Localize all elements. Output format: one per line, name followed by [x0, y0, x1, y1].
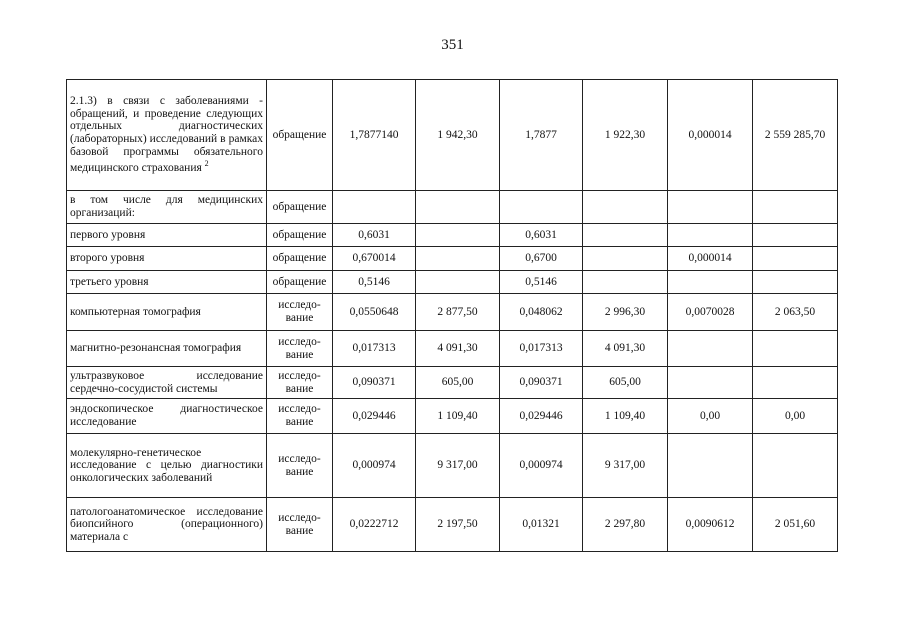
value-cell: 2 051,60 — [753, 498, 838, 552]
value-cell: 0,0222712 — [333, 498, 416, 552]
value-cell: 9 317,00 — [416, 434, 500, 498]
row-name-cell — [67, 80, 267, 191]
value-cell — [500, 191, 583, 224]
table-row — [67, 399, 838, 434]
value-cell: 2 877,50 — [416, 294, 500, 331]
value-cell: 0,000014 — [668, 247, 753, 271]
value-cell — [753, 331, 838, 367]
value-cell — [416, 271, 500, 294]
value-cell — [753, 271, 838, 294]
value-cell: 0,6031 — [500, 224, 583, 247]
row-name-cell: молекулярно-генетическое исследование с целью диагностики онкологических заболеваний — [67, 434, 267, 498]
value-cell: 0,000014 — [668, 80, 753, 191]
unit-cell: исследо-вание — [267, 331, 333, 367]
value-cell: 0,00 — [668, 399, 753, 434]
value-cell — [583, 247, 668, 271]
value-cell: 605,00 — [583, 367, 668, 399]
value-cell: 2 996,30 — [583, 294, 668, 331]
row-name-cell: патологоанатомическое исследование биопсийного (операционного) материала с — [67, 498, 267, 552]
row-name: 2.1.3) в связи с заболеваниями - обращений, и проведение следующих отдельных диагностических (лабораторных) исследований в рамках базовой программы обязательного медицинского страхования — [70, 95, 263, 175]
value-cell: 0,0090612 — [668, 498, 753, 552]
row-name-cell: в том числе для медицинских организаций: — [67, 191, 267, 224]
value-cell — [753, 191, 838, 224]
value-cell: 0,029446 — [500, 399, 583, 434]
unit-cell: исследо-вание — [267, 294, 333, 331]
value-cell: 2 297,80 — [583, 498, 668, 552]
value-cell: 2 559 285,70 — [753, 80, 838, 191]
value-cell — [416, 224, 500, 247]
value-cell: 4 091,30 — [583, 331, 668, 367]
value-cell — [753, 434, 838, 498]
row-name-cell: магнитно-резонансная томография — [67, 331, 267, 367]
value-cell — [668, 271, 753, 294]
value-cell — [753, 224, 838, 247]
value-cell — [333, 191, 416, 224]
unit-cell: исследо-вание — [267, 434, 333, 498]
value-cell: 0,00 — [753, 399, 838, 434]
table-row — [67, 367, 838, 399]
unit-cell: обращение — [267, 247, 333, 271]
value-cell: 605,00 — [416, 367, 500, 399]
value-cell — [583, 224, 668, 247]
unit-cell: обращение — [267, 191, 333, 224]
value-cell: 1 109,40 — [583, 399, 668, 434]
value-cell — [668, 434, 753, 498]
value-cell — [753, 247, 838, 271]
value-cell: 0,000974 — [500, 434, 583, 498]
value-cell: 2 197,50 — [416, 498, 500, 552]
page-number: 351 — [441, 37, 464, 53]
value-cell: 1 942,30 — [416, 80, 500, 191]
value-cell: 0,017313 — [500, 331, 583, 367]
unit-cell: исследо-вание — [267, 498, 333, 552]
value-cell: 0,5146 — [333, 271, 416, 294]
value-cell: 1 922,30 — [583, 80, 668, 191]
value-cell: 1 109,40 — [416, 399, 500, 434]
value-cell: 0,0550648 — [333, 294, 416, 331]
unit-cell: исследо-вание — [267, 367, 333, 399]
footnote-marker: 2 — [204, 159, 209, 169]
table-row — [67, 331, 838, 367]
table-row — [67, 294, 838, 331]
table-row — [67, 434, 838, 498]
table-row — [67, 498, 838, 552]
value-cell — [753, 367, 838, 399]
unit-cell: обращение — [267, 271, 333, 294]
value-cell: 0,029446 — [333, 399, 416, 434]
table-row — [67, 191, 838, 224]
value-cell: 0,5146 — [500, 271, 583, 294]
value-cell: 0,01321 — [500, 498, 583, 552]
row-name-cell: эндоскопическое диагностическое исследование — [67, 399, 267, 434]
value-cell: 0,048062 — [500, 294, 583, 331]
table-row — [67, 80, 838, 191]
value-cell: 0,6031 — [333, 224, 416, 247]
table-row — [67, 271, 838, 294]
norms-table — [66, 79, 838, 552]
row-name-cell: ультразвуковое исследование сердечно-сосудистой системы — [67, 367, 267, 399]
value-cell — [668, 331, 753, 367]
value-cell: 4 091,30 — [416, 331, 500, 367]
value-cell — [668, 224, 753, 247]
row-name-cell: второго уровня — [67, 247, 267, 271]
unit-cell: обращение — [267, 80, 333, 191]
row-name-cell: третьего уровня — [67, 271, 267, 294]
table-row — [67, 247, 838, 271]
value-cell: 1,7877 — [500, 80, 583, 191]
value-cell: 2 063,50 — [753, 294, 838, 331]
value-cell: 0,017313 — [333, 331, 416, 367]
value-cell — [668, 367, 753, 399]
row-name-cell: первого уровня — [67, 224, 267, 247]
value-cell — [416, 191, 500, 224]
row-name-cell: компьютерная томография — [67, 294, 267, 331]
value-cell — [583, 191, 668, 224]
value-cell — [668, 191, 753, 224]
value-cell: 0,6700 — [500, 247, 583, 271]
value-cell: 0,0070028 — [668, 294, 753, 331]
value-cell: 0,090371 — [333, 367, 416, 399]
value-cell — [416, 247, 500, 271]
value-cell: 0,670014 — [333, 247, 416, 271]
value-cell: 9 317,00 — [583, 434, 668, 498]
value-cell: 0,000974 — [333, 434, 416, 498]
value-cell: 0,090371 — [500, 367, 583, 399]
value-cell: 1,7877140 — [333, 80, 416, 191]
unit-cell: обращение — [267, 224, 333, 247]
table-row — [67, 224, 838, 247]
value-cell — [583, 271, 668, 294]
unit-cell: исследо-вание — [267, 399, 333, 434]
